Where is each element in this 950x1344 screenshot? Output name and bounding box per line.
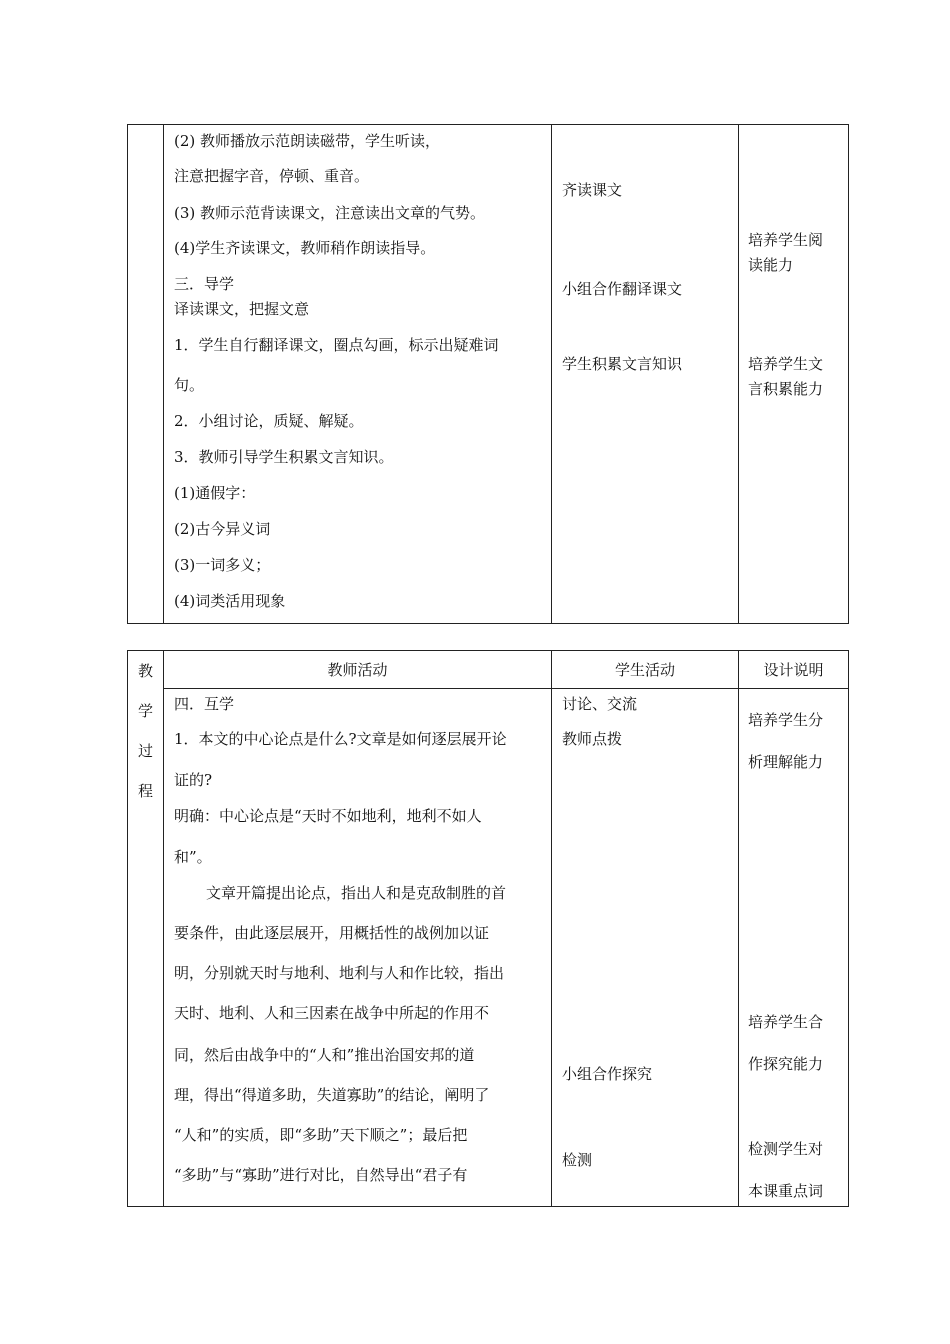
teacher-line: 要条件，由此逐层展开，用概括性的战例加以证 (174, 924, 490, 942)
teacher-line: 2．小组讨论，质疑、解疑。 (174, 412, 364, 430)
design-line: 读能力 (748, 256, 794, 274)
design-line: 言积累能力 (748, 380, 824, 398)
side-label-char: 过 (137, 742, 153, 760)
side-label-cell (128, 125, 164, 624)
student-line: 教师点拨 (562, 730, 623, 748)
student-activity-cell (552, 125, 739, 624)
design-line: 本课重点词 (748, 1182, 824, 1200)
student-line: 齐读课文 (562, 181, 623, 199)
teacher-line: 文章开篇提出论点，指出人和是克敌制胜的首 (206, 884, 507, 902)
student-line: 学生积累文言知识 (562, 355, 683, 373)
teacher-line: 3．教师引导学生积累文言知识。 (174, 448, 394, 466)
teacher-line: 注意把握字音，停顿、重音。 (174, 167, 370, 185)
teacher-activity-cell (164, 125, 552, 624)
side-label-char: 程 (137, 782, 153, 800)
teacher-line: (1)通假字： (174, 484, 256, 502)
student-line: 小组合作探究 (562, 1065, 653, 1083)
teacher-line: 1．学生自行翻译课文，圈点勾画，标示出疑难词 (174, 336, 499, 354)
side-label-char: 教 (137, 662, 153, 680)
teacher-line: (2) 教师播放示范朗读磁带，学生听读， (174, 132, 441, 150)
teacher-line: 句。 (174, 376, 205, 394)
student-line: 检测 (562, 1151, 593, 1169)
student-activity-cell (552, 689, 739, 1207)
teacher-line: 证的? (174, 771, 213, 789)
student-line: 小组合作翻译课文 (562, 280, 683, 298)
lesson-table-part-1 (127, 124, 849, 624)
design-line: 析理解能力 (748, 753, 824, 771)
design-note-cell (739, 125, 849, 624)
teacher-line: (4)词类活用现象 (174, 592, 286, 610)
teacher-line: 和”。 (174, 848, 212, 866)
lesson-table-part-2 (127, 650, 849, 1207)
section-heading: 三．导学 (174, 275, 235, 293)
teacher-line: 1．本文的中心论点是什么?文章是如何逐层展开论 (174, 730, 507, 748)
header-teacher-activity: 教师活动 (164, 651, 552, 689)
design-line: 培养学生文 (748, 355, 824, 373)
design-line: 作探究能力 (748, 1055, 824, 1073)
section-heading: 四．互学 (174, 695, 235, 713)
teacher-line: 明确：中心论点是“天时不如地利，地利不如人 (174, 807, 482, 825)
side-label-char: 学 (137, 702, 153, 720)
header-design-note: 设计说明 (739, 651, 849, 689)
teacher-line: “人和”的实质，即“多助”天下顺之”；最后把 (174, 1126, 468, 1144)
student-line: 讨论、交流 (562, 695, 638, 713)
teacher-line: (2)古今异义词 (174, 520, 271, 538)
teacher-line: 译读课文，把握文意 (174, 300, 310, 318)
teacher-line: (3)一词多义； (174, 556, 271, 574)
teacher-line: (3) 教师示范背读课文，注意读出文章的气势。 (174, 204, 486, 222)
design-note-cell (739, 689, 849, 1207)
side-label-cell (128, 651, 164, 1207)
teacher-line: “多助”与“寡助”进行对比，自然导出“君子有 (174, 1166, 468, 1184)
teacher-line: 明，分别就天时与地利、地利与人和作比较，指出 (174, 964, 505, 982)
teacher-line: 天时、地利、人和三因素在战争中所起的作用不 (174, 1004, 490, 1022)
teacher-line: 理，得出“得道多助，失道寡助”的结论，阐明了 (174, 1086, 490, 1104)
teacher-line: (4)学生齐读课文，教师稍作朗读指导。 (174, 239, 436, 257)
design-line: 培养学生分 (748, 711, 824, 729)
design-line: 检测学生对 (748, 1140, 824, 1158)
design-line: 培养学生合 (748, 1013, 824, 1031)
teacher-line: 同，然后由战争中的“人和”推出治国安邦的道 (174, 1046, 475, 1064)
design-line: 培养学生阅 (748, 231, 824, 249)
teacher-activity-cell (164, 689, 552, 1207)
header-student-activity: 学生活动 (552, 651, 739, 689)
